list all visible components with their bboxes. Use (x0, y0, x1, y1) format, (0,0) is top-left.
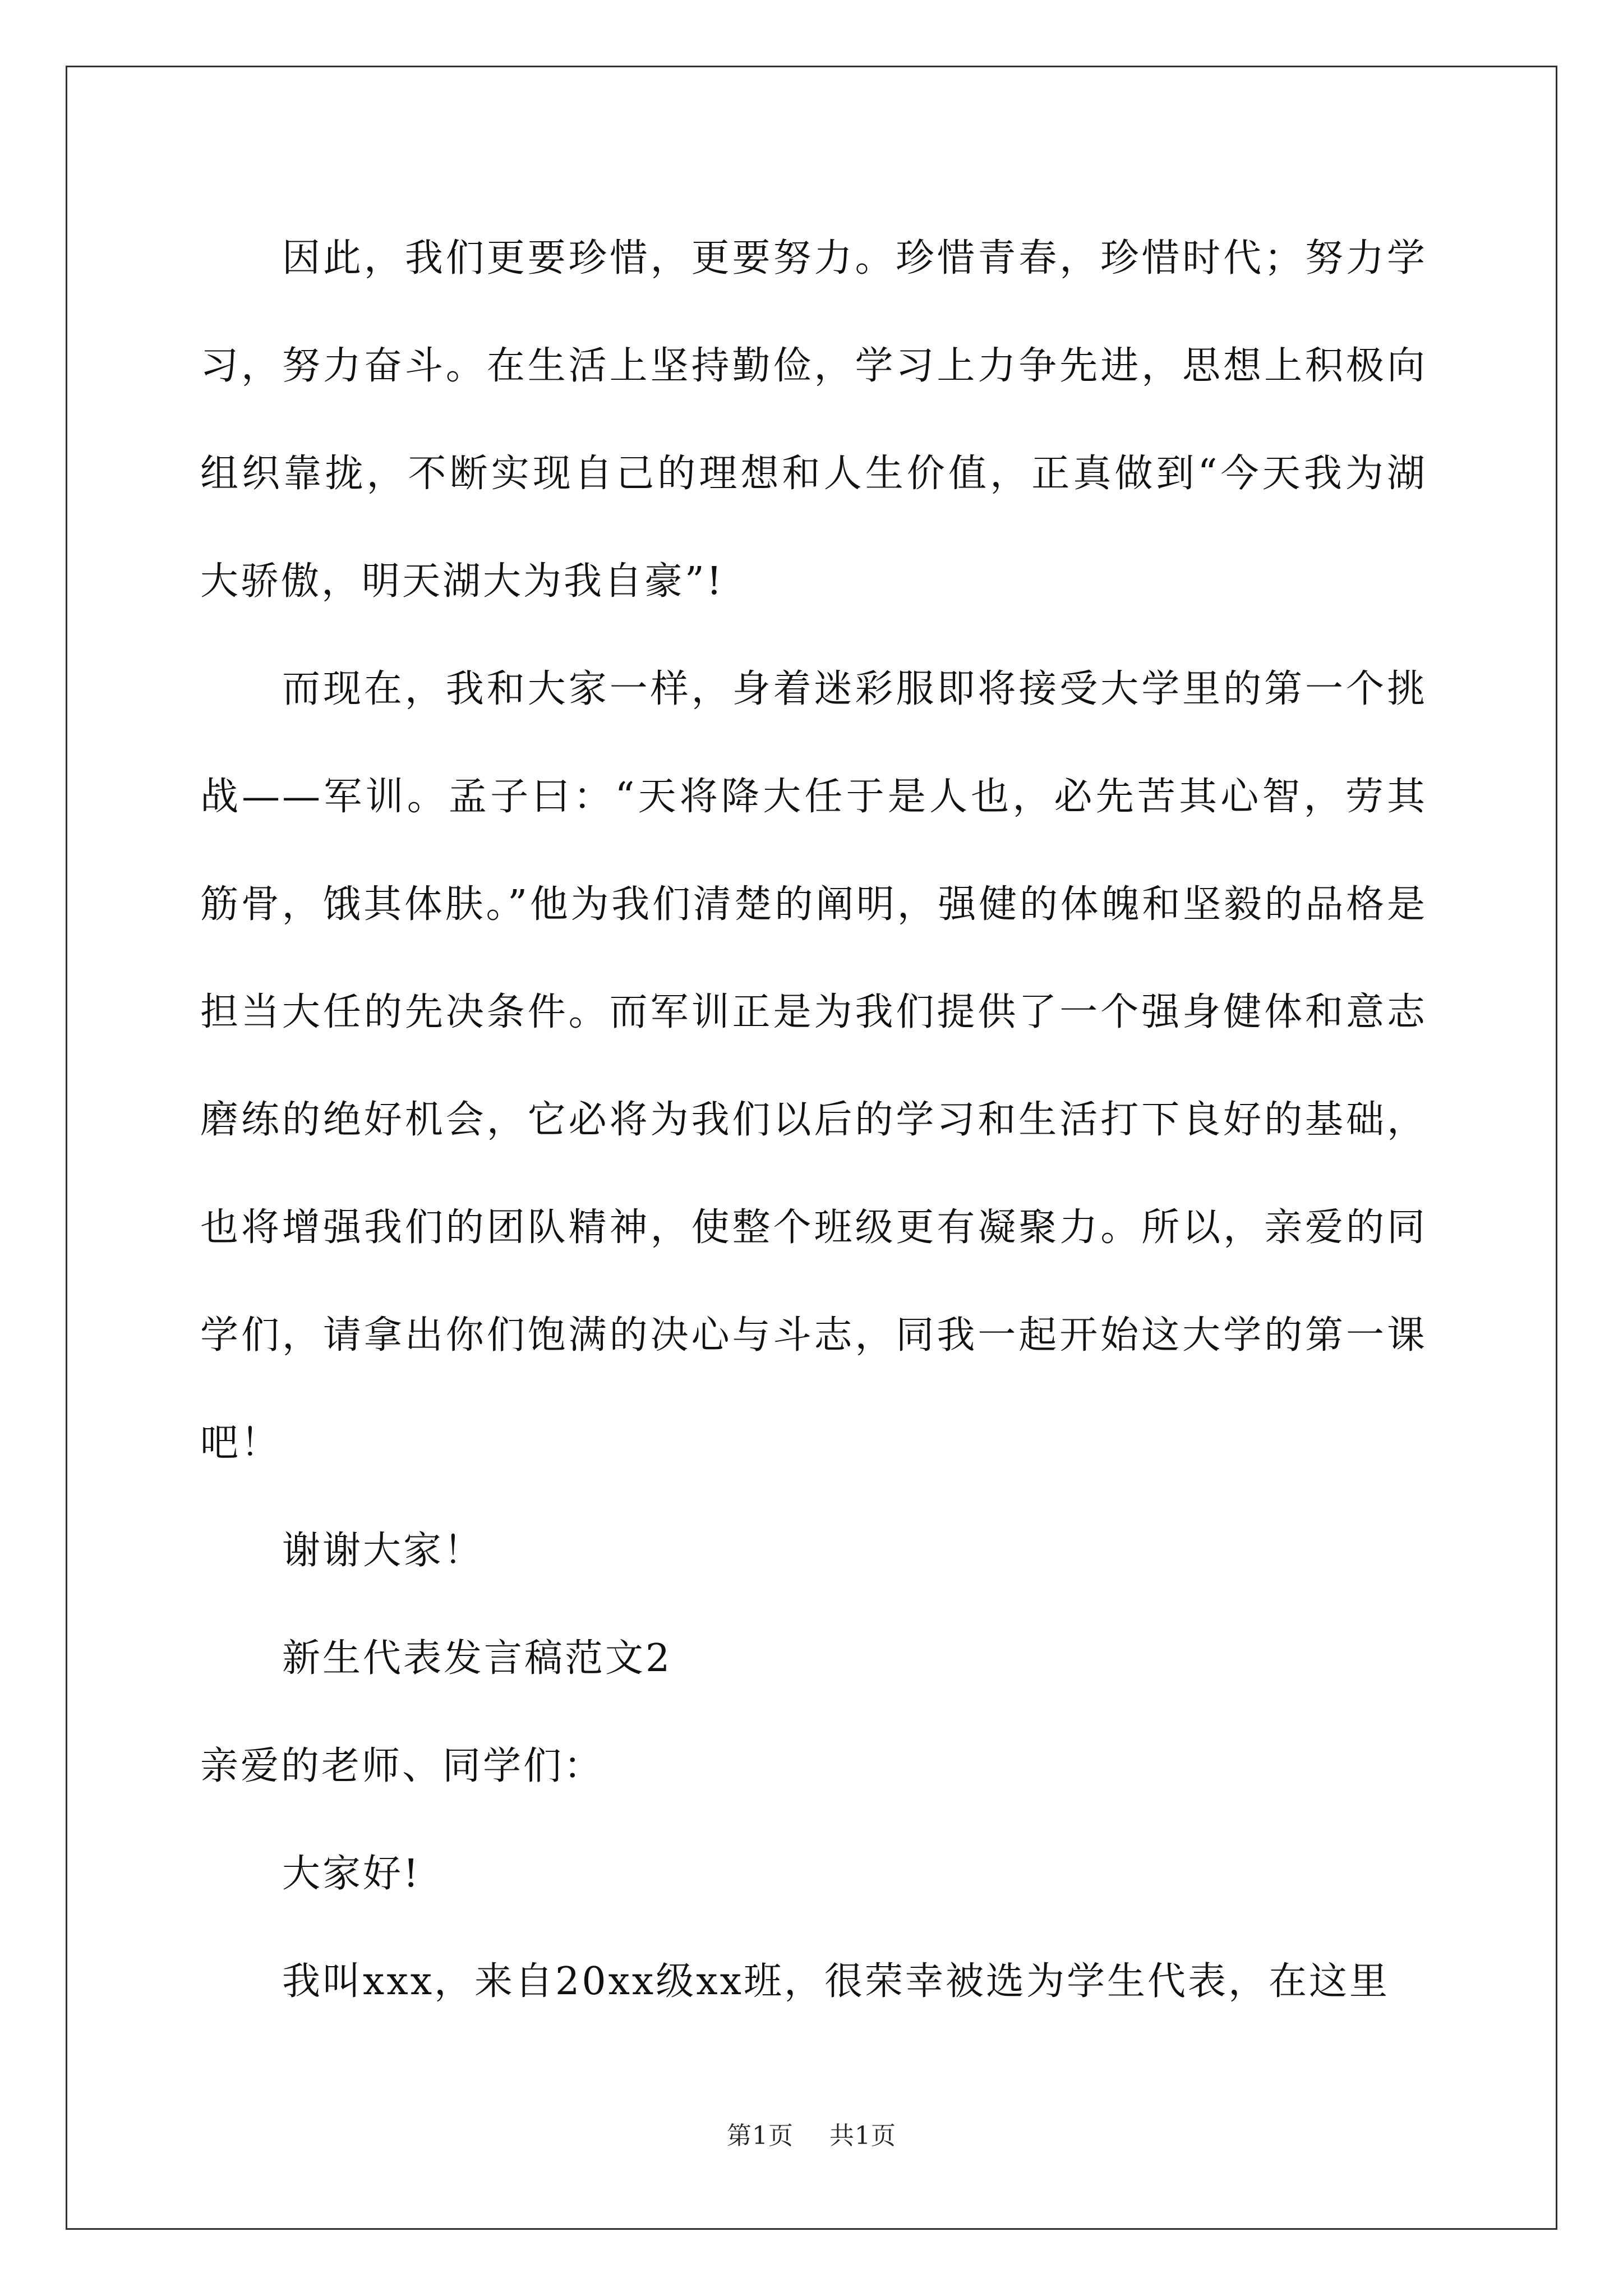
paragraph-thanks: 谢谢大家！ (282, 1529, 485, 1573)
document-body (200, 205, 1427, 2036)
paragraph-military-training: 而现在，我和大家一样，身着迷彩服即将接受大学里的第一个挑战——军训。孟子曰：“天将降大任于是人也，必先苦其心智，劳其筋骨，饿其体肤。”他为我们清楚的阐明，强健的体魄和坚毅的品格是担当大任的先决条件。而军训正是为我们提供了一个强身健体和意志磨练的绝好机会，它必将为我们以后的学习和生活打下良好的基础，也将增强我们的团队精神，使整个班级更有凝聚力。所以，亲爱的同学们，请拿出你们饱满的决心与斗志，同我一起开始这大学的第一课吧！ (200, 667, 1428, 1465)
page-total: 共1页 (829, 2122, 896, 2150)
greeting: 大家好! (282, 1852, 421, 1896)
paragraph-introduction: 我叫xxx，来自20xx级xx班，很荣幸被选为学生代表，在这里 (282, 1959, 1390, 2004)
page-number: 第1页 (727, 2122, 794, 2150)
page-footer (0, 2119, 1623, 2153)
salutation: 亲爱的老师、同学们： (200, 1744, 605, 1788)
paragraph-cherish: 因此，我们更要珍惜，更要努力。珍惜青春，珍惜时代；努力学习，努力奋斗。在生活上坚持勤俭，学习上力争先进，思想上积极向组织靠拢，不断实现自己的理想和人生价值，正真做到“今天我为湖大骄傲，明天湖大为我自豪”! (200, 236, 1427, 604)
section-heading: 新生代表发言稿范文2 (282, 1636, 672, 1681)
